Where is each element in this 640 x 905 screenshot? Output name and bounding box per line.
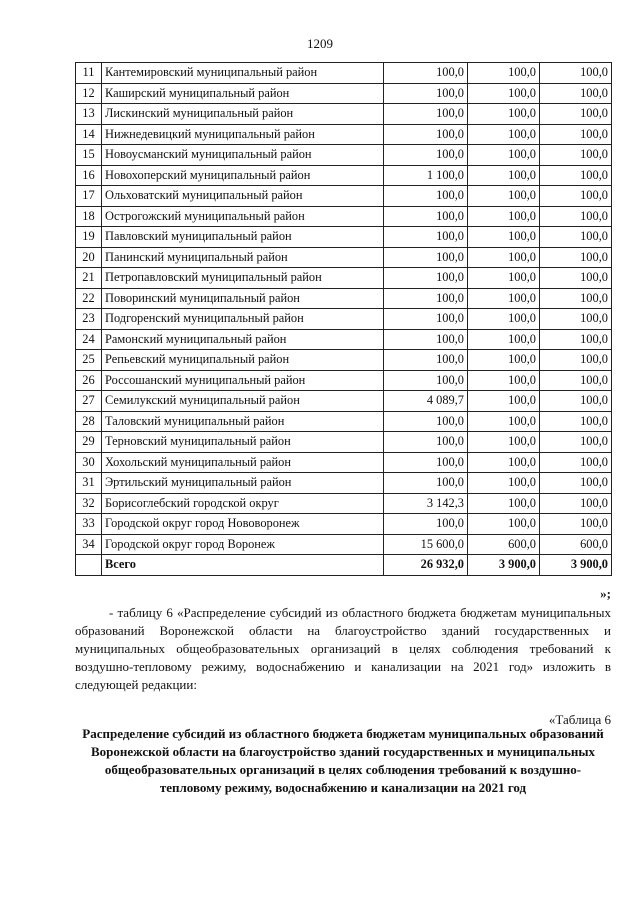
row-number: 23 — [76, 309, 102, 330]
table-row — [76, 186, 612, 207]
value-1: 100,0 — [384, 514, 468, 535]
value-3: 100,0 — [540, 104, 612, 125]
municipality-name: Хохольский муниципальный район — [102, 452, 384, 473]
row-number: 25 — [76, 350, 102, 371]
row-number: 26 — [76, 370, 102, 391]
row-number: 30 — [76, 452, 102, 473]
table-body — [76, 63, 612, 555]
value-3: 100,0 — [540, 452, 612, 473]
value-1: 100,0 — [384, 268, 468, 289]
row-number: 13 — [76, 104, 102, 125]
table-row — [76, 124, 612, 145]
row-number: 15 — [76, 145, 102, 166]
value-2: 100,0 — [468, 104, 540, 125]
closing-mark: »; — [600, 586, 611, 601]
value-1: 4 089,7 — [384, 391, 468, 412]
municipality-name: Подгоренский муниципальный район — [102, 309, 384, 330]
row-number: 18 — [76, 206, 102, 227]
value-3: 100,0 — [540, 247, 612, 268]
table-row — [76, 104, 612, 125]
table-row — [76, 165, 612, 186]
table-row — [76, 411, 612, 432]
total-value-2: 3 900,0 — [468, 555, 540, 576]
row-number: 33 — [76, 514, 102, 535]
value-2: 100,0 — [468, 63, 540, 84]
value-3: 600,0 — [540, 534, 612, 555]
value-3: 100,0 — [540, 165, 612, 186]
value-1: 15 600,0 — [384, 534, 468, 555]
value-3: 100,0 — [540, 370, 612, 391]
value-3: 100,0 — [540, 391, 612, 412]
value-3: 100,0 — [540, 83, 612, 104]
value-1: 100,0 — [384, 186, 468, 207]
amendment-paragraph: - таблицу 6 «Распределение субсидий из областного бюджета бюджетам муниципальных образований Воронежской области на благоустройство зданий государственных и муниципальных общеобразовательных организаций в целях соблюдения требований к воздушно-тепловому режиму, водоснабжению и канализации на 2021 год» изложить в следующей редакции: — [75, 605, 611, 692]
value-2: 100,0 — [468, 391, 540, 412]
municipality-name: Терновский муниципальный район — [102, 432, 384, 453]
value-1: 100,0 — [384, 452, 468, 473]
table-row — [76, 83, 612, 104]
table-row — [76, 493, 612, 514]
municipality-name: Нижнедевицкий муниципальный район — [102, 124, 384, 145]
value-2: 600,0 — [468, 534, 540, 555]
value-1: 100,0 — [384, 473, 468, 494]
table-row — [76, 268, 612, 289]
value-2: 100,0 — [468, 288, 540, 309]
table-row — [76, 370, 612, 391]
table-row — [76, 227, 612, 248]
table-row — [76, 432, 612, 453]
table-row — [76, 206, 612, 227]
value-1: 100,0 — [384, 63, 468, 84]
value-1: 1 100,0 — [384, 165, 468, 186]
total-value-1: 26 932,0 — [384, 555, 468, 576]
municipality-name: Борисоглебский городской округ — [102, 493, 384, 514]
municipality-name: Репьевский муниципальный район — [102, 350, 384, 371]
table-row — [76, 145, 612, 166]
row-number: 32 — [76, 493, 102, 514]
row-number: 14 — [76, 124, 102, 145]
municipality-name: Ольховатский муниципальный район — [102, 186, 384, 207]
value-1: 100,0 — [384, 124, 468, 145]
value-3: 100,0 — [540, 206, 612, 227]
value-1: 100,0 — [384, 206, 468, 227]
value-1: 100,0 — [384, 309, 468, 330]
value-2: 100,0 — [468, 329, 540, 350]
value-3: 100,0 — [540, 63, 612, 84]
row-number: 21 — [76, 268, 102, 289]
value-1: 100,0 — [384, 329, 468, 350]
table-row — [76, 391, 612, 412]
municipality-name: Панинский муниципальный район — [102, 247, 384, 268]
table-row — [76, 329, 612, 350]
row-number: 28 — [76, 411, 102, 432]
value-2: 100,0 — [468, 432, 540, 453]
value-3: 100,0 — [540, 411, 612, 432]
municipality-name: Павловский муниципальный район — [102, 227, 384, 248]
municipality-name: Россошанский муниципальный район — [102, 370, 384, 391]
table-row — [76, 473, 612, 494]
value-3: 100,0 — [540, 309, 612, 330]
value-3: 100,0 — [540, 432, 612, 453]
row-number: 11 — [76, 63, 102, 84]
value-2: 100,0 — [468, 370, 540, 391]
value-1: 100,0 — [384, 411, 468, 432]
value-1: 3 142,3 — [384, 493, 468, 514]
municipality-name: Каширский муниципальный район — [102, 83, 384, 104]
row-number: 20 — [76, 247, 102, 268]
municipality-name: Поворинский муниципальный район — [102, 288, 384, 309]
value-3: 100,0 — [540, 268, 612, 289]
table-row — [76, 63, 612, 84]
table-row — [76, 534, 612, 555]
value-1: 100,0 — [384, 288, 468, 309]
subsidy-table — [75, 62, 612, 576]
value-1: 100,0 — [384, 145, 468, 166]
table-heading: Распределение субсидий из областного бюджета бюджетам муниципальных образований Воронежской области на благоустройство зданий государственных и муниципальных общеобразовательных организаций в целях соблюдения требований к воздушно-тепловому режиму, водоснабжению и канализации на 2021 год — [82, 726, 604, 795]
value-1: 100,0 — [384, 227, 468, 248]
value-3: 100,0 — [540, 473, 612, 494]
municipality-name: Семилукский муниципальный район — [102, 391, 384, 412]
value-2: 100,0 — [468, 83, 540, 104]
value-2: 100,0 — [468, 473, 540, 494]
value-2: 100,0 — [468, 268, 540, 289]
municipality-name: Таловский муниципальный район — [102, 411, 384, 432]
total-label: Всего — [102, 555, 384, 576]
municipality-name: Новоусманский муниципальный район — [102, 145, 384, 166]
row-number: 12 — [76, 83, 102, 104]
municipality-name: Эртильский муниципальный район — [102, 473, 384, 494]
value-1: 100,0 — [384, 83, 468, 104]
value-2: 100,0 — [468, 514, 540, 535]
table-row — [76, 452, 612, 473]
total-num-cell — [76, 555, 102, 576]
row-number: 34 — [76, 534, 102, 555]
total-value-3: 3 900,0 — [540, 555, 612, 576]
value-1: 100,0 — [384, 370, 468, 391]
value-3: 100,0 — [540, 288, 612, 309]
value-1: 100,0 — [384, 104, 468, 125]
municipality-name: Петропавловский муниципальный район — [102, 268, 384, 289]
value-2: 100,0 — [468, 124, 540, 145]
row-number: 27 — [76, 391, 102, 412]
value-1: 100,0 — [384, 247, 468, 268]
value-3: 100,0 — [540, 329, 612, 350]
value-3: 100,0 — [540, 350, 612, 371]
table-row — [76, 514, 612, 535]
value-2: 100,0 — [468, 165, 540, 186]
row-number: 24 — [76, 329, 102, 350]
value-2: 100,0 — [468, 493, 540, 514]
value-2: 100,0 — [468, 227, 540, 248]
value-2: 100,0 — [468, 206, 540, 227]
table-row — [76, 288, 612, 309]
row-number: 31 — [76, 473, 102, 494]
value-2: 100,0 — [468, 247, 540, 268]
value-1: 100,0 — [384, 432, 468, 453]
municipality-name: Городской округ город Нововоронеж — [102, 514, 384, 535]
municipality-name: Городской округ город Воронеж — [102, 534, 384, 555]
table-row — [76, 309, 612, 330]
page-number: 1209 — [307, 36, 333, 51]
value-3: 100,0 — [540, 145, 612, 166]
row-number: 19 — [76, 227, 102, 248]
municipality-name: Лискинский муниципальный район — [102, 104, 384, 125]
value-2: 100,0 — [468, 452, 540, 473]
municipality-name: Новохоперский муниципальный район — [102, 165, 384, 186]
table-row — [76, 247, 612, 268]
row-number: 17 — [76, 186, 102, 207]
value-3: 100,0 — [540, 493, 612, 514]
value-2: 100,0 — [468, 411, 540, 432]
row-number: 16 — [76, 165, 102, 186]
row-number: 22 — [76, 288, 102, 309]
table-row — [76, 350, 612, 371]
value-2: 100,0 — [468, 186, 540, 207]
municipality-name: Кантемировский муниципальный район — [102, 63, 384, 84]
value-2: 100,0 — [468, 350, 540, 371]
municipality-name: Рамонский муниципальный район — [102, 329, 384, 350]
value-2: 100,0 — [468, 309, 540, 330]
value-2: 100,0 — [468, 145, 540, 166]
row-number: 29 — [76, 432, 102, 453]
value-3: 100,0 — [540, 514, 612, 535]
value-3: 100,0 — [540, 124, 612, 145]
value-3: 100,0 — [540, 227, 612, 248]
table-reference: «Таблица 6 — [548, 712, 611, 727]
value-3: 100,0 — [540, 186, 612, 207]
value-1: 100,0 — [384, 350, 468, 371]
municipality-name: Острогожский муниципальный район — [102, 206, 384, 227]
total-row — [76, 555, 612, 576]
